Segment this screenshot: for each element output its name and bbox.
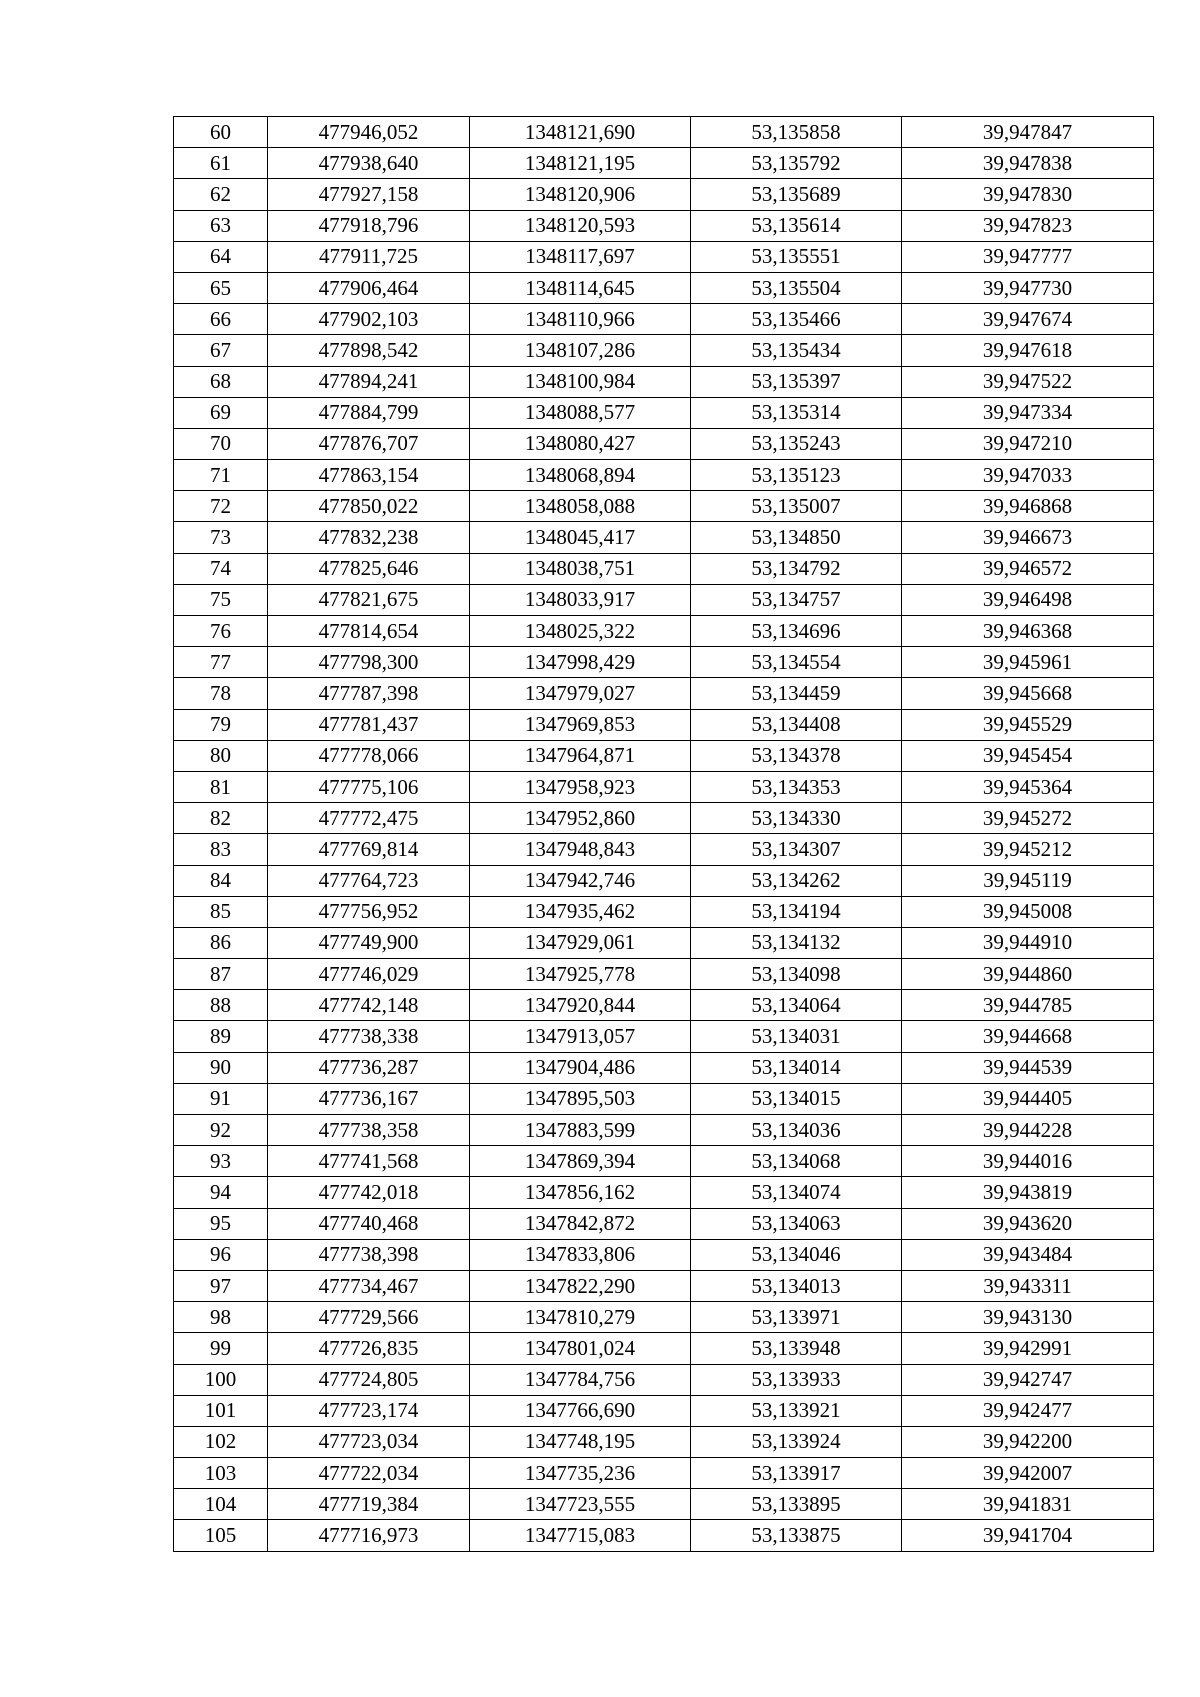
coordinate-x-cell: 477781,437 <box>268 709 470 740</box>
longitude-cell: 39,947823 <box>902 210 1154 241</box>
longitude-cell: 39,947830 <box>902 179 1154 210</box>
table-row <box>174 1052 1154 1083</box>
table-row <box>174 241 1154 272</box>
coordinate-x-cell: 477825,646 <box>268 553 470 584</box>
coordinate-y-cell: 1348107,286 <box>470 335 691 366</box>
coordinate-x-cell: 477723,174 <box>268 1395 470 1426</box>
latitude-cell: 53,134031 <box>691 1021 902 1052</box>
table-row <box>174 1239 1154 1270</box>
coordinate-x-cell: 477716,973 <box>268 1520 470 1551</box>
longitude-cell: 39,944405 <box>902 1083 1154 1114</box>
point-number-cell: 95 <box>174 1208 268 1239</box>
point-number-cell: 98 <box>174 1302 268 1333</box>
longitude-cell: 39,947730 <box>902 272 1154 303</box>
table-row <box>174 1177 1154 1208</box>
coordinate-y-cell: 1347735,236 <box>470 1458 691 1489</box>
point-number-cell: 72 <box>174 491 268 522</box>
table-row <box>174 959 1154 990</box>
longitude-cell: 39,941704 <box>902 1520 1154 1551</box>
longitude-cell: 39,947847 <box>902 117 1154 148</box>
coordinate-x-cell: 477898,542 <box>268 335 470 366</box>
table-row <box>174 272 1154 303</box>
point-number-cell: 73 <box>174 522 268 553</box>
table-row <box>174 709 1154 740</box>
coordinate-x-cell: 477938,640 <box>268 148 470 179</box>
point-number-cell: 78 <box>174 678 268 709</box>
coordinate-y-cell: 1347904,486 <box>470 1052 691 1083</box>
longitude-cell: 39,942477 <box>902 1395 1154 1426</box>
coordinate-x-cell: 477927,158 <box>268 179 470 210</box>
coordinate-x-cell: 477821,675 <box>268 584 470 615</box>
coordinate-y-cell: 1347869,394 <box>470 1146 691 1177</box>
longitude-cell: 39,944910 <box>902 927 1154 958</box>
latitude-cell: 53,134194 <box>691 896 902 927</box>
latitude-cell: 53,134378 <box>691 740 902 771</box>
table-row <box>174 1426 1154 1457</box>
coordinate-y-cell: 1347748,195 <box>470 1426 691 1457</box>
point-number-cell: 91 <box>174 1083 268 1114</box>
coordinate-x-cell: 477814,654 <box>268 616 470 647</box>
point-number-cell: 83 <box>174 834 268 865</box>
coordinate-x-cell: 477772,475 <box>268 803 470 834</box>
point-number-cell: 88 <box>174 990 268 1021</box>
table-row <box>174 304 1154 335</box>
coordinate-y-cell: 1347822,290 <box>470 1270 691 1301</box>
latitude-cell: 53,133875 <box>691 1520 902 1551</box>
latitude-cell: 53,134262 <box>691 865 902 896</box>
point-number-cell: 71 <box>174 460 268 491</box>
coordinate-y-cell: 1347810,279 <box>470 1302 691 1333</box>
coordinate-y-cell: 1348114,645 <box>470 272 691 303</box>
table-row <box>174 491 1154 522</box>
table-row <box>174 1021 1154 1052</box>
table-row <box>174 865 1154 896</box>
table-row <box>174 366 1154 397</box>
latitude-cell: 53,134307 <box>691 834 902 865</box>
coordinate-x-cell: 477736,287 <box>268 1052 470 1083</box>
table-row <box>174 553 1154 584</box>
point-number-cell: 105 <box>174 1520 268 1551</box>
point-number-cell: 66 <box>174 304 268 335</box>
point-number-cell: 85 <box>174 896 268 927</box>
longitude-cell: 39,947618 <box>902 335 1154 366</box>
table-row <box>174 1333 1154 1364</box>
coordinate-x-cell: 477726,835 <box>268 1333 470 1364</box>
latitude-cell: 53,135397 <box>691 366 902 397</box>
longitude-cell: 39,942991 <box>902 1333 1154 1364</box>
longitude-cell: 39,946498 <box>902 584 1154 615</box>
point-number-cell: 75 <box>174 584 268 615</box>
latitude-cell: 53,134757 <box>691 584 902 615</box>
table-row <box>174 740 1154 771</box>
longitude-cell: 39,943311 <box>902 1270 1154 1301</box>
latitude-cell: 53,133895 <box>691 1489 902 1520</box>
coordinate-x-cell: 477778,066 <box>268 740 470 771</box>
table-row <box>174 148 1154 179</box>
longitude-cell: 39,947674 <box>902 304 1154 335</box>
latitude-cell: 53,134046 <box>691 1239 902 1270</box>
longitude-cell: 39,946673 <box>902 522 1154 553</box>
point-number-cell: 94 <box>174 1177 268 1208</box>
longitude-cell: 39,943130 <box>902 1302 1154 1333</box>
table-row <box>174 1302 1154 1333</box>
coordinate-x-cell: 477741,568 <box>268 1146 470 1177</box>
latitude-cell: 53,134132 <box>691 927 902 958</box>
latitude-cell: 53,134036 <box>691 1115 902 1146</box>
latitude-cell: 53,134408 <box>691 709 902 740</box>
coordinate-y-cell: 1347895,503 <box>470 1083 691 1114</box>
coordinate-y-cell: 1347715,083 <box>470 1520 691 1551</box>
longitude-cell: 39,943620 <box>902 1208 1154 1239</box>
coordinate-y-cell: 1347958,923 <box>470 771 691 802</box>
coordinate-x-cell: 477906,464 <box>268 272 470 303</box>
longitude-cell: 39,942007 <box>902 1458 1154 1489</box>
latitude-cell: 53,134459 <box>691 678 902 709</box>
latitude-cell: 53,133917 <box>691 1458 902 1489</box>
coordinate-x-cell: 477946,052 <box>268 117 470 148</box>
point-number-cell: 90 <box>174 1052 268 1083</box>
coordinate-y-cell: 1347969,853 <box>470 709 691 740</box>
table-row <box>174 1489 1154 1520</box>
coordinate-x-cell: 477734,467 <box>268 1270 470 1301</box>
longitude-cell: 39,944860 <box>902 959 1154 990</box>
latitude-cell: 53,135689 <box>691 179 902 210</box>
latitude-cell: 53,135314 <box>691 397 902 428</box>
point-number-cell: 77 <box>174 647 268 678</box>
coordinate-y-cell: 1347766,690 <box>470 1395 691 1426</box>
table-row <box>174 397 1154 428</box>
longitude-cell: 39,945008 <box>902 896 1154 927</box>
point-number-cell: 61 <box>174 148 268 179</box>
latitude-cell: 53,135614 <box>691 210 902 241</box>
longitude-cell: 39,944228 <box>902 1115 1154 1146</box>
latitude-cell: 53,134063 <box>691 1208 902 1239</box>
coordinate-x-cell: 477738,338 <box>268 1021 470 1052</box>
latitude-cell: 53,134330 <box>691 803 902 834</box>
coordinate-y-cell: 1347723,555 <box>470 1489 691 1520</box>
coordinate-y-cell: 1348025,322 <box>470 616 691 647</box>
table-row <box>174 428 1154 459</box>
point-number-cell: 64 <box>174 241 268 272</box>
latitude-cell: 53,134696 <box>691 616 902 647</box>
longitude-cell: 39,946572 <box>902 553 1154 584</box>
coordinate-x-cell: 477894,241 <box>268 366 470 397</box>
point-number-cell: 60 <box>174 117 268 148</box>
latitude-cell: 53,134064 <box>691 990 902 1021</box>
coordinate-x-cell: 477729,566 <box>268 1302 470 1333</box>
table-row <box>174 210 1154 241</box>
latitude-cell: 53,134014 <box>691 1052 902 1083</box>
point-number-cell: 65 <box>174 272 268 303</box>
table-row <box>174 927 1154 958</box>
coordinate-y-cell: 1347979,027 <box>470 678 691 709</box>
coordinate-x-cell: 477850,022 <box>268 491 470 522</box>
coordinate-x-cell: 477736,167 <box>268 1083 470 1114</box>
coordinate-x-cell: 477746,029 <box>268 959 470 990</box>
latitude-cell: 53,134074 <box>691 1177 902 1208</box>
coordinate-x-cell: 477775,106 <box>268 771 470 802</box>
longitude-cell: 39,944016 <box>902 1146 1154 1177</box>
coordinate-y-cell: 1347964,871 <box>470 740 691 771</box>
latitude-cell: 53,133933 <box>691 1364 902 1395</box>
coordinate-y-cell: 1347784,756 <box>470 1364 691 1395</box>
table-row <box>174 771 1154 802</box>
coordinate-y-cell: 1348121,195 <box>470 148 691 179</box>
point-number-cell: 102 <box>174 1426 268 1457</box>
table-row <box>174 522 1154 553</box>
latitude-cell: 53,134850 <box>691 522 902 553</box>
longitude-cell: 39,947334 <box>902 397 1154 428</box>
longitude-cell: 39,945529 <box>902 709 1154 740</box>
table-row <box>174 1083 1154 1114</box>
point-number-cell: 62 <box>174 179 268 210</box>
point-number-cell: 63 <box>174 210 268 241</box>
coordinate-y-cell: 1347948,843 <box>470 834 691 865</box>
longitude-cell: 39,942200 <box>902 1426 1154 1457</box>
point-number-cell: 70 <box>174 428 268 459</box>
point-number-cell: 103 <box>174 1458 268 1489</box>
coordinate-x-cell: 477832,238 <box>268 522 470 553</box>
latitude-cell: 53,134015 <box>691 1083 902 1114</box>
longitude-cell: 39,946368 <box>902 616 1154 647</box>
coordinate-y-cell: 1348120,906 <box>470 179 691 210</box>
coordinate-y-cell: 1347929,061 <box>470 927 691 958</box>
coordinate-x-cell: 477742,148 <box>268 990 470 1021</box>
table-row <box>174 460 1154 491</box>
coordinate-x-cell: 477738,358 <box>268 1115 470 1146</box>
coordinate-y-cell: 1348110,966 <box>470 304 691 335</box>
longitude-cell: 39,947777 <box>902 241 1154 272</box>
table-row <box>174 1115 1154 1146</box>
table-row <box>174 1208 1154 1239</box>
latitude-cell: 53,133924 <box>691 1426 902 1457</box>
longitude-cell: 39,947838 <box>902 148 1154 179</box>
latitude-cell: 53,135434 <box>691 335 902 366</box>
table-row <box>174 647 1154 678</box>
coordinate-x-cell: 477740,468 <box>268 1208 470 1239</box>
latitude-cell: 53,135466 <box>691 304 902 335</box>
coordinate-y-cell: 1347935,462 <box>470 896 691 927</box>
coordinate-y-cell: 1348120,593 <box>470 210 691 241</box>
table-row <box>174 1395 1154 1426</box>
point-number-cell: 79 <box>174 709 268 740</box>
latitude-cell: 53,134098 <box>691 959 902 990</box>
coordinate-y-cell: 1348080,427 <box>470 428 691 459</box>
table-row <box>174 1270 1154 1301</box>
coordinate-x-cell: 477723,034 <box>268 1426 470 1457</box>
coordinate-x-cell: 477722,034 <box>268 1458 470 1489</box>
coordinate-x-cell: 477756,952 <box>268 896 470 927</box>
coordinate-y-cell: 1347920,844 <box>470 990 691 1021</box>
point-number-cell: 81 <box>174 771 268 802</box>
coordinate-x-cell: 477742,018 <box>268 1177 470 1208</box>
point-number-cell: 100 <box>174 1364 268 1395</box>
latitude-cell: 53,134554 <box>691 647 902 678</box>
latitude-cell: 53,135858 <box>691 117 902 148</box>
longitude-cell: 39,947522 <box>902 366 1154 397</box>
point-number-cell: 82 <box>174 803 268 834</box>
point-number-cell: 67 <box>174 335 268 366</box>
latitude-cell: 53,134013 <box>691 1270 902 1301</box>
longitude-cell: 39,945119 <box>902 865 1154 896</box>
latitude-cell: 53,135123 <box>691 460 902 491</box>
longitude-cell: 39,944668 <box>902 1021 1154 1052</box>
table-row <box>174 834 1154 865</box>
coordinate-x-cell: 477884,799 <box>268 397 470 428</box>
table-row <box>174 179 1154 210</box>
table-row <box>174 117 1154 148</box>
longitude-cell: 39,944785 <box>902 990 1154 1021</box>
coordinate-x-cell: 477918,796 <box>268 210 470 241</box>
latitude-cell: 53,135792 <box>691 148 902 179</box>
latitude-cell: 53,133971 <box>691 1302 902 1333</box>
point-number-cell: 93 <box>174 1146 268 1177</box>
coordinate-y-cell: 1348038,751 <box>470 553 691 584</box>
longitude-cell: 39,944539 <box>902 1052 1154 1083</box>
coordinate-x-cell: 477863,154 <box>268 460 470 491</box>
coordinate-x-cell: 477902,103 <box>268 304 470 335</box>
coordinate-y-cell: 1347856,162 <box>470 1177 691 1208</box>
coordinate-y-cell: 1348033,917 <box>470 584 691 615</box>
table-row <box>174 1146 1154 1177</box>
table-row <box>174 1458 1154 1489</box>
coordinate-x-cell: 477764,723 <box>268 865 470 896</box>
table-row <box>174 616 1154 647</box>
coordinate-y-cell: 1348088,577 <box>470 397 691 428</box>
longitude-cell: 39,945364 <box>902 771 1154 802</box>
point-number-cell: 84 <box>174 865 268 896</box>
table-row <box>174 1364 1154 1395</box>
table-row <box>174 584 1154 615</box>
coordinate-y-cell: 1347833,806 <box>470 1239 691 1270</box>
longitude-cell: 39,943819 <box>902 1177 1154 1208</box>
longitude-cell: 39,941831 <box>902 1489 1154 1520</box>
coordinate-y-cell: 1347883,599 <box>470 1115 691 1146</box>
longitude-cell: 39,945272 <box>902 803 1154 834</box>
table-row <box>174 896 1154 927</box>
coordinate-x-cell: 477911,725 <box>268 241 470 272</box>
longitude-cell: 39,946868 <box>902 491 1154 522</box>
point-number-cell: 92 <box>174 1115 268 1146</box>
coordinate-y-cell: 1347842,872 <box>470 1208 691 1239</box>
coordinate-x-cell: 477724,805 <box>268 1364 470 1395</box>
latitude-cell: 53,135243 <box>691 428 902 459</box>
latitude-cell: 53,134792 <box>691 553 902 584</box>
table-row <box>174 803 1154 834</box>
point-number-cell: 99 <box>174 1333 268 1364</box>
point-number-cell: 86 <box>174 927 268 958</box>
longitude-cell: 39,945961 <box>902 647 1154 678</box>
coordinate-x-cell: 477749,900 <box>268 927 470 958</box>
longitude-cell: 39,945212 <box>902 834 1154 865</box>
point-number-cell: 68 <box>174 366 268 397</box>
longitude-cell: 39,943484 <box>902 1239 1154 1270</box>
point-number-cell: 96 <box>174 1239 268 1270</box>
coordinate-y-cell: 1347801,024 <box>470 1333 691 1364</box>
table-row <box>174 678 1154 709</box>
point-number-cell: 69 <box>174 397 268 428</box>
point-number-cell: 80 <box>174 740 268 771</box>
latitude-cell: 53,134353 <box>691 771 902 802</box>
longitude-cell: 39,942747 <box>902 1364 1154 1395</box>
coordinate-x-cell: 477769,814 <box>268 834 470 865</box>
coordinate-y-cell: 1347942,746 <box>470 865 691 896</box>
coordinate-x-cell: 477876,707 <box>268 428 470 459</box>
longitude-cell: 39,945454 <box>902 740 1154 771</box>
coordinate-y-cell: 1347998,429 <box>470 647 691 678</box>
coordinate-y-cell: 1348100,984 <box>470 366 691 397</box>
coordinate-y-cell: 1347913,057 <box>470 1021 691 1052</box>
point-number-cell: 74 <box>174 553 268 584</box>
longitude-cell: 39,947033 <box>902 460 1154 491</box>
latitude-cell: 53,135504 <box>691 272 902 303</box>
latitude-cell: 53,133921 <box>691 1395 902 1426</box>
coordinate-y-cell: 1348045,417 <box>470 522 691 553</box>
table-row <box>174 335 1154 366</box>
latitude-cell: 53,133948 <box>691 1333 902 1364</box>
latitude-cell: 53,134068 <box>691 1146 902 1177</box>
longitude-cell: 39,947210 <box>902 428 1154 459</box>
coordinate-y-cell: 1348058,088 <box>470 491 691 522</box>
latitude-cell: 53,135551 <box>691 241 902 272</box>
coordinates-table <box>173 116 1154 1552</box>
point-number-cell: 76 <box>174 616 268 647</box>
longitude-cell: 39,945668 <box>902 678 1154 709</box>
point-number-cell: 89 <box>174 1021 268 1052</box>
table-row <box>174 990 1154 1021</box>
point-number-cell: 101 <box>174 1395 268 1426</box>
point-number-cell: 97 <box>174 1270 268 1301</box>
coordinate-x-cell: 477787,398 <box>268 678 470 709</box>
latitude-cell: 53,135007 <box>691 491 902 522</box>
coordinate-x-cell: 477798,300 <box>268 647 470 678</box>
point-number-cell: 87 <box>174 959 268 990</box>
coordinate-y-cell: 1348068,894 <box>470 460 691 491</box>
coordinate-y-cell: 1347925,778 <box>470 959 691 990</box>
coordinate-y-cell: 1348121,690 <box>470 117 691 148</box>
coordinate-y-cell: 1347952,860 <box>470 803 691 834</box>
coordinate-x-cell: 477719,384 <box>268 1489 470 1520</box>
point-number-cell: 104 <box>174 1489 268 1520</box>
table-row <box>174 1520 1154 1551</box>
coordinate-x-cell: 477738,398 <box>268 1239 470 1270</box>
coordinate-y-cell: 1348117,697 <box>470 241 691 272</box>
coordinates-table-body <box>174 117 1154 1552</box>
